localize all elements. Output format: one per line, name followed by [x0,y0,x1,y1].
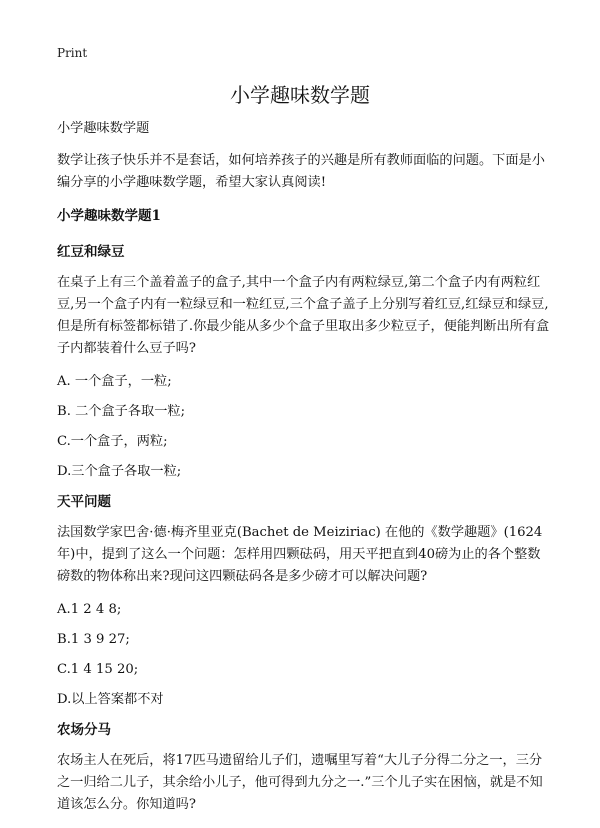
problem-heading: 农场分马 [57,722,111,738]
answer-option: C.一个盒子，两粒; [57,434,168,449]
article-body [57,118,552,827]
problem-text: 农场主人在死后，将17匹马遗留给儿子们，遗嘱里写着“大儿子分得二分之一，三分之一归给二儿子，其余给小儿子，他可得到九分之一.”三个儿子实在困恼，就是不知道该怎么分。你知道吗? [57,753,543,812]
problem-1 [57,241,552,483]
problem-3 [57,719,552,816]
answer-option: D.三个盒子各取一粒; [57,464,182,479]
problem-heading: 红豆和绿豆 [57,244,125,260]
answer-option: B.1 3 9 27; [57,632,130,647]
intro-paragraph: 数学让孩子快乐并不是套话，如何培养孩子的兴趣是所有教师面临的问题。下面是小编分享的小学趣味数学题，希望大家认真阅读! [57,153,545,190]
answer-option: C.1 4 15 20; [57,662,139,677]
problem-heading: 天平问题 [57,494,111,510]
section-heading: 小学趣味数学题1 [57,208,161,224]
answer-option: B. 二个盒子各取一粒; [57,404,186,419]
page-title: 小学趣味数学题 [230,83,370,107]
problem-text: 法国数学家巴舍·德·梅齐里亚克(Bachet de Meiziriac) 在他的《数学趣题》(1624年)中，提到了这么一个问题：怎样用四颗砝码，用天平把直到40磅为止的各个整数磅数的物体称出来?现问这四颗砝码各是多少磅才可以解决问题? [57,525,543,584]
answer-option: A. 一个盒子，一粒; [57,374,172,389]
article-subtitle: 小学趣味数学题 [57,121,150,136]
problem-text: 在桌子上有三个盖着盖子的盒子,其中一个盒子内有两粒绿豆,第二个盒子内有两粒红豆,另一个盒子内有一粒绿豆和一粒红豆,三个盒子盖子上分别写着红豆,红绿豆和绿豆,但是所有标签都标错了.你最少能从多少个盒子里取出多少粒豆子，便能判断出所有盒子内都装着什么豆子吗? [57,275,550,356]
answer-option: D.以上答案都不对 [57,692,164,707]
answer-option: A.1 2 4 8; [57,602,122,617]
problem-2 [57,491,552,711]
print-label: Print [57,46,88,60]
